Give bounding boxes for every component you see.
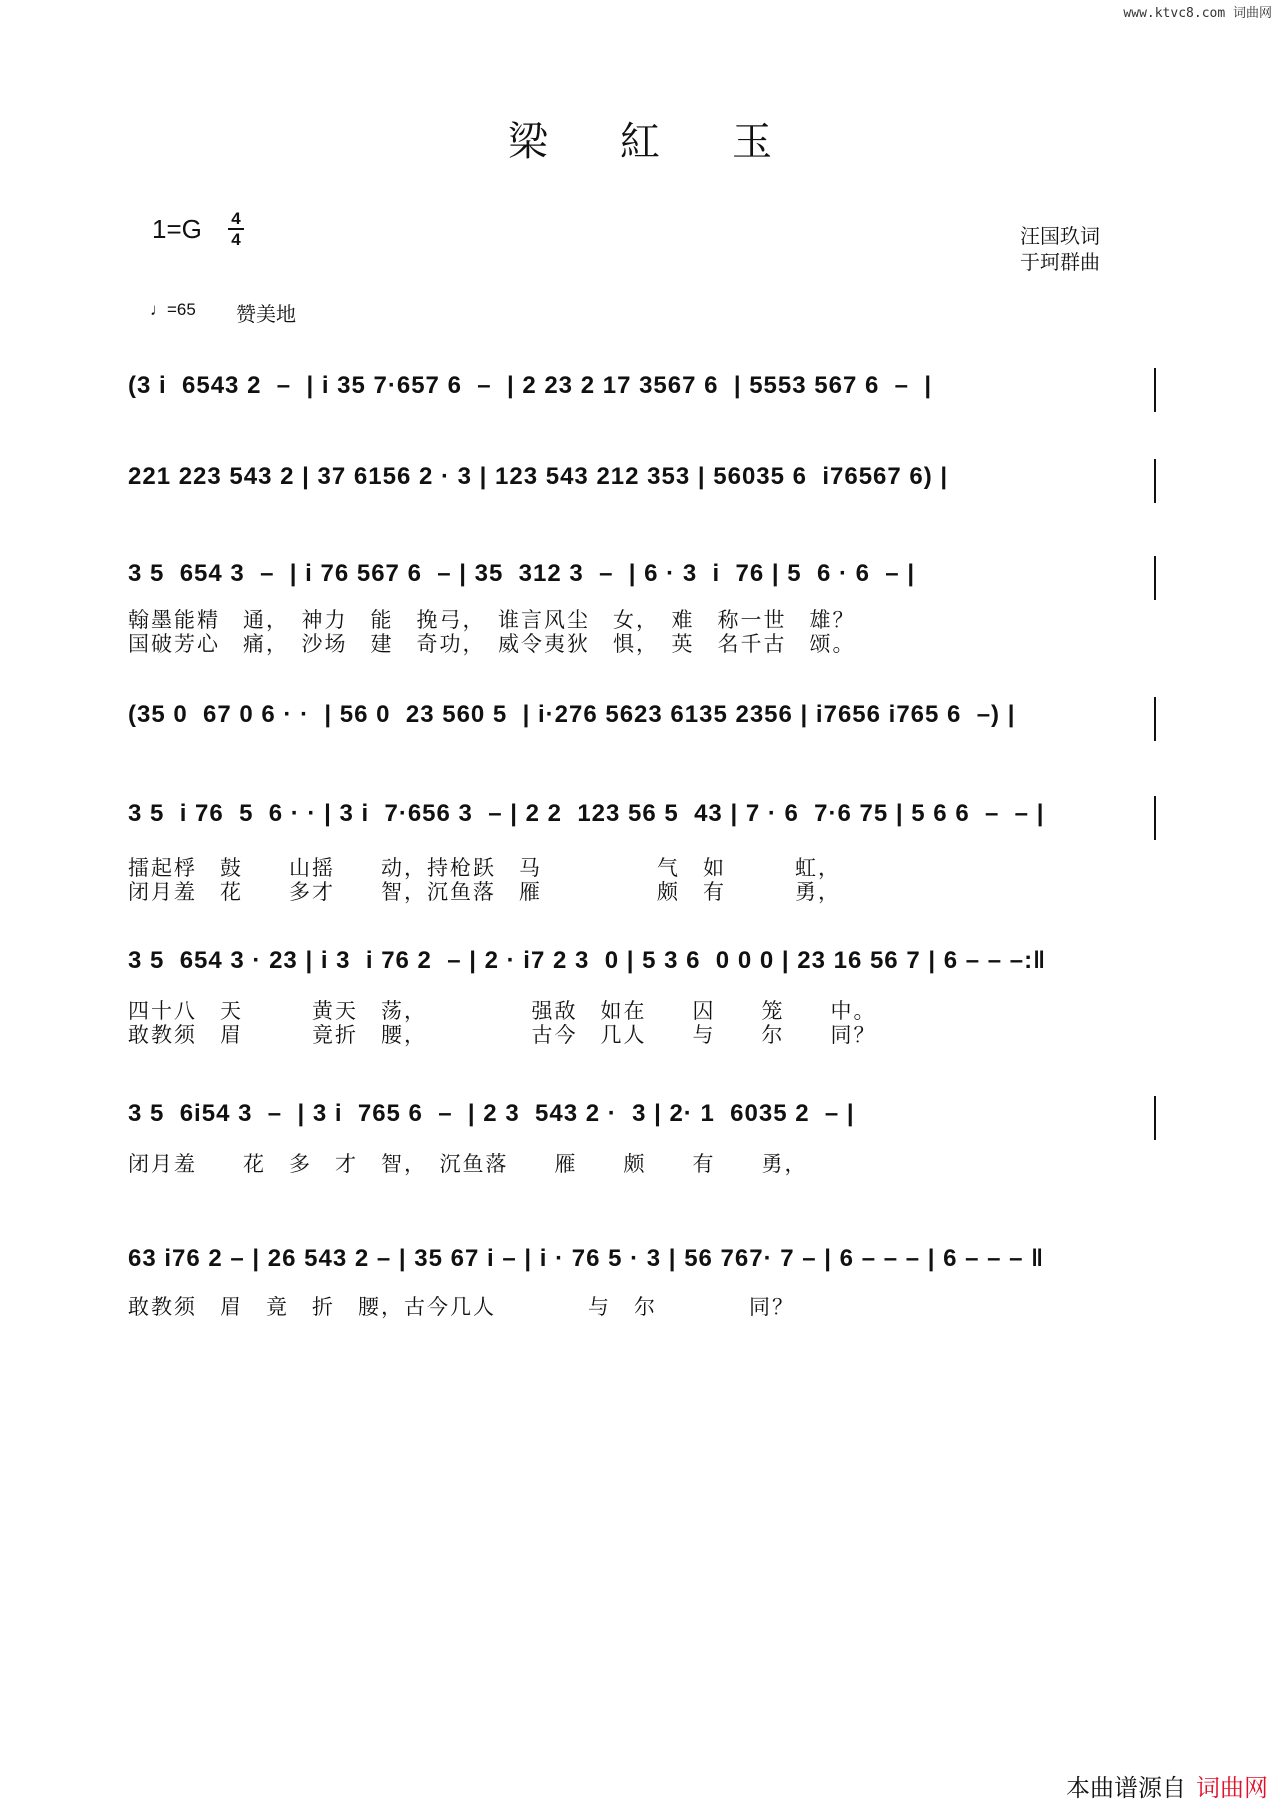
time-signature [228, 210, 244, 248]
lyric-line-2: 闭月羞 花 多才 智，沉鱼落 雁 颇 有 勇， [128, 880, 841, 904]
time-signature-bottom: 4 [231, 230, 241, 249]
notation-line: 3 5 i 76 5 6 · · | 3 i 7·656 3 – | 2 2 123 56 5 43 | 7 · 6 7·6 75 | 5 6 6 – – | [128, 800, 1045, 827]
time-signature-top: 4 [231, 209, 241, 228]
barline-end [1154, 796, 1156, 840]
site-watermark: www.ktvc8.com 词曲网 [1123, 6, 1272, 21]
lyricist-credit: 汪国玖词 [1020, 224, 1100, 248]
footer-site-link[interactable]: 词曲网 [1196, 1775, 1268, 1802]
composer-credit: 于珂群曲 [1020, 250, 1100, 274]
footer-source-label: 本曲谱源自 [1066, 1775, 1186, 1802]
barline-end [1154, 368, 1156, 412]
lyric-line-1: 敢教须 眉 竟 折 腰，古今几人 与 尔 同？ [128, 1295, 795, 1319]
lyric-line-1: 四十八 天 黄天 荡， 强敌 如在 囚 笼 中。 [128, 999, 877, 1023]
notation-line: (35 0 67 0 6 · · | 56 0 23 560 5 | i·276 5623 6135 2356 | i7656 i765 6 –) | [128, 701, 1016, 728]
notation-line: 3 5 654 3 · 23 | i 3 i 76 2 – | 2 · i7 2 3 0 | 5 3 6 0 0 0 | 23 16 56 7 | 6 – – –:‖ [128, 947, 1047, 974]
lyric-line-2: 敢教须 眉 竟折 腰， 古今 几人 与 尔 同？ [128, 1023, 877, 1047]
notation-line: (3 i 6543 2 – | i 35 7·657 6 – | 2 23 2 17 3567 6 | 5553 567 6 – | [128, 372, 933, 399]
tempo-marking: ♩=65 [150, 300, 196, 319]
lyric-line-1: 擂起桴 鼓 山摇 动，持枪跃 马 气 如 虹， [128, 856, 841, 880]
barline-end [1154, 1096, 1156, 1140]
song-title: 梁紅玉 [508, 119, 844, 165]
footer-source [1066, 1768, 1268, 1803]
lyric-line-2: 国破芳心 痛， 沙场 建 奇功， 威令夷狄 惧， 英 名千古 颂。 [128, 632, 856, 656]
expression-marking: 赞美地 [236, 304, 296, 326]
barline-end [1154, 556, 1156, 600]
lyric-line-1: 闭月羞 花 多 才 智， 沉鱼落 雁 颇 有 勇， [128, 1152, 808, 1176]
lyric-line-1: 翰墨能精 通， 神力 能 挽弓， 谁言风尘 女， 难 称一世 雄？ [128, 608, 856, 632]
notation-line: 3 5 6i54 3 – | 3 i 765 6 – | 2 3 543 2 · 3 | 2· 1 6035 2 – | [128, 1100, 855, 1127]
barline-end [1154, 697, 1156, 741]
notation-line: 3 5 654 3 – | i 76 567 6 – | 35 312 3 – | 6 · 3 i 76 | 5 6 · 6 – | [128, 560, 916, 587]
notation-line: 221 223 543 2 | 37 6156 2 · 3 | 123 543 212 353 | 56035 6 i76567 6) | [128, 463, 949, 490]
notation-line: 63 i76 2 – | 26 543 2 – | 35 67 i – | i · 76 5 · 3 | 56 767· 7 – | 6 – – – | 6 – – – ‖ [128, 1245, 1045, 1272]
key-signature: 1=G [152, 214, 202, 244]
barline-end [1154, 459, 1156, 503]
